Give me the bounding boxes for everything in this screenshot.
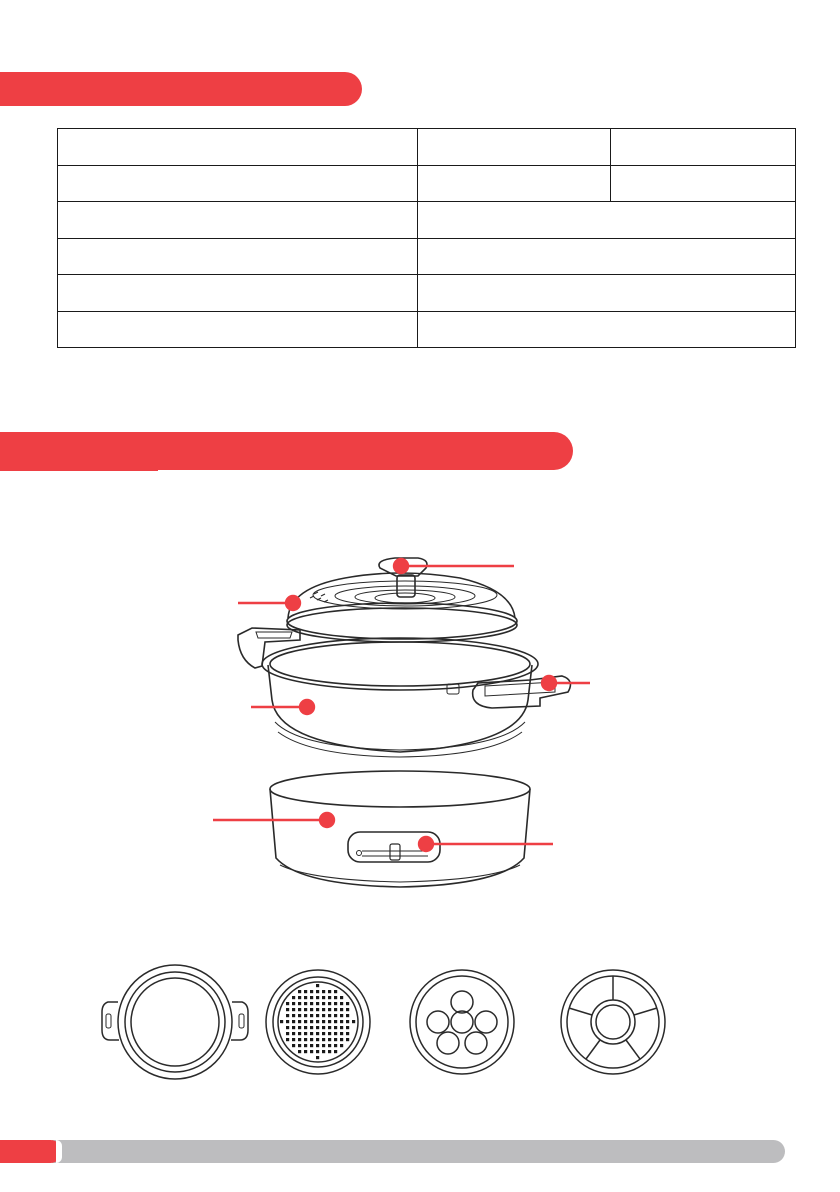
perforation-hole [310, 996, 313, 999]
parts-section-banner [0, 432, 573, 470]
plain-plate-icon [102, 965, 248, 1079]
perforation-hole [286, 1026, 289, 1029]
perforation-hole [310, 990, 313, 993]
perforation-hole [292, 1038, 295, 1041]
perforation-hole [304, 1002, 307, 1005]
perforation-hole [310, 1050, 313, 1053]
table-cell [418, 275, 796, 312]
perforation-hole [316, 1056, 319, 1059]
table-cell [611, 165, 796, 202]
perforation-hole [292, 996, 295, 999]
perforation-hole [340, 1002, 343, 1005]
table-row [58, 275, 796, 312]
perforation-hole [346, 1014, 349, 1017]
perforation-hole [310, 1020, 313, 1023]
perforation-hole [286, 1008, 289, 1011]
perforation-hole [328, 1002, 331, 1005]
table-cell [58, 275, 418, 312]
perforation-hole [298, 1032, 301, 1035]
perforation-hole [340, 1020, 343, 1023]
perforation-hole [292, 1026, 295, 1029]
perforation-hole [310, 1038, 313, 1041]
perforation-hole [292, 1002, 295, 1005]
perforation-hole [286, 1038, 289, 1041]
spec-table [57, 128, 796, 348]
perforation-hole [298, 1044, 301, 1047]
table-cell [58, 238, 418, 275]
perforation-hole [316, 1020, 319, 1023]
table-cell [58, 129, 418, 166]
perforation-hole [304, 1020, 307, 1023]
perforation-hole [340, 996, 343, 999]
perforation-hole [298, 1014, 301, 1017]
perforation-hole [316, 984, 319, 987]
table-row [58, 202, 796, 239]
perforation-hole [346, 1020, 349, 1023]
perforation-hole [328, 1050, 331, 1053]
perforation-hole [298, 1026, 301, 1029]
perforation-hole [286, 1020, 289, 1023]
perforation-hole [334, 1008, 337, 1011]
table-cell [418, 311, 796, 348]
perforation-hole [304, 990, 307, 993]
perforation-hole [298, 996, 301, 999]
table-cell [58, 165, 418, 202]
perforation-hole [340, 1008, 343, 1011]
divided-plate-icon [561, 970, 665, 1074]
perforation-hole [334, 1038, 337, 1041]
table-cell [418, 238, 796, 275]
accessory-plate-icons [102, 965, 665, 1079]
perforation-hole [340, 1032, 343, 1035]
table-cell [611, 129, 796, 166]
perforation-hole [316, 1044, 319, 1047]
perforation-hole [298, 990, 301, 993]
perforation-hole [292, 1044, 295, 1047]
table-cell [418, 202, 796, 239]
table-cell [418, 129, 611, 166]
perforation-hole [328, 1038, 331, 1041]
perforation-hole [340, 1026, 343, 1029]
perforation-hole [340, 1044, 343, 1047]
perforation-hole [346, 1026, 349, 1029]
perforation-hole [328, 996, 331, 999]
perforation-hole [316, 1002, 319, 1005]
steamer-pot-diagram [238, 628, 570, 757]
perforation-hole [334, 990, 337, 993]
perforation-hole [328, 1032, 331, 1035]
perforation-hole [310, 1002, 313, 1005]
perforation-hole [316, 1032, 319, 1035]
perforation-hole [328, 1044, 331, 1047]
table-cell [418, 165, 611, 202]
perforation-hole [286, 1002, 289, 1005]
perforation-hole [328, 1026, 331, 1029]
perforation-hole [304, 996, 307, 999]
spec-section-banner [0, 72, 362, 106]
perforation-hole [340, 1014, 343, 1017]
perforation-hole [298, 1008, 301, 1011]
perforation-hole [298, 1002, 301, 1005]
perforation-hole [328, 1014, 331, 1017]
perforation-hole [340, 1038, 343, 1041]
footer-divider [56, 1140, 62, 1163]
perforation-hole [328, 1020, 331, 1023]
perforation-hole [346, 1038, 349, 1041]
perforation-hole [334, 1050, 337, 1053]
perforation-hole [322, 1050, 325, 1053]
perforation-hole [352, 1020, 355, 1023]
base-unit-diagram [270, 771, 530, 887]
perforation-hole [310, 1026, 313, 1029]
perforation-hole [316, 1038, 319, 1041]
perforation-hole [322, 1002, 325, 1005]
perforation-hole [322, 996, 325, 999]
egg-plate-icon [410, 970, 514, 1074]
perforation-hole [310, 1044, 313, 1047]
perforation-hole [304, 1014, 307, 1017]
perforation-hole [298, 1020, 301, 1023]
perforation-hole [322, 990, 325, 993]
table-row [58, 238, 796, 275]
perforation-hole [322, 1008, 325, 1011]
perforation-hole [286, 1032, 289, 1035]
perforation-hole [316, 1014, 319, 1017]
perforation-hole [304, 1032, 307, 1035]
perforation-hole [322, 1014, 325, 1017]
footer-page-tab [0, 1140, 62, 1163]
perforation-hole [316, 990, 319, 993]
perforation-hole [298, 1050, 301, 1053]
perforation-hole [280, 1020, 283, 1023]
perforation-hole [316, 1026, 319, 1029]
perforation-hole [346, 1002, 349, 1005]
perforation-hole [292, 1014, 295, 1017]
perforation-hole [322, 1038, 325, 1041]
footer-bar [52, 1140, 785, 1163]
banner-underline [0, 468, 158, 471]
perforation-hole [322, 1032, 325, 1035]
perforation-hole [310, 1014, 313, 1017]
perforation-hole [334, 1002, 337, 1005]
perforation-hole [334, 1026, 337, 1029]
perforation-hole [292, 1020, 295, 1023]
perforation-hole [292, 1032, 295, 1035]
perforation-hole [310, 1008, 313, 1011]
perforation-hole [334, 1044, 337, 1047]
perforation-hole [328, 1008, 331, 1011]
table-cell [58, 311, 418, 348]
table-row [58, 129, 796, 166]
perforation-hole [328, 990, 331, 993]
perforation-hole [316, 1050, 319, 1053]
perforation-hole [334, 996, 337, 999]
perforation-hole [286, 1014, 289, 1017]
perforation-hole [298, 1038, 301, 1041]
perforation-hole [322, 1044, 325, 1047]
perforation-hole [304, 1038, 307, 1041]
perforation-hole [334, 1020, 337, 1023]
table-row [58, 311, 796, 348]
perforation-hole [292, 1008, 295, 1011]
perforation-hole [304, 1050, 307, 1053]
perforation-hole [334, 1014, 337, 1017]
perforation-hole [304, 1044, 307, 1047]
perforation-hole [334, 1032, 337, 1035]
perforation-hole [346, 1008, 349, 1011]
perforation-hole [316, 1008, 319, 1011]
table-row [58, 165, 796, 202]
perforation-hole [316, 996, 319, 999]
table-cell [58, 202, 418, 239]
perforation-hole [322, 1026, 325, 1029]
perforation-hole [310, 1032, 313, 1035]
perforation-hole [304, 1008, 307, 1011]
perforation-hole [322, 1020, 325, 1023]
perforation-hole [346, 1032, 349, 1035]
product-parts-diagram [0, 520, 840, 1100]
perforation-hole [304, 1026, 307, 1029]
